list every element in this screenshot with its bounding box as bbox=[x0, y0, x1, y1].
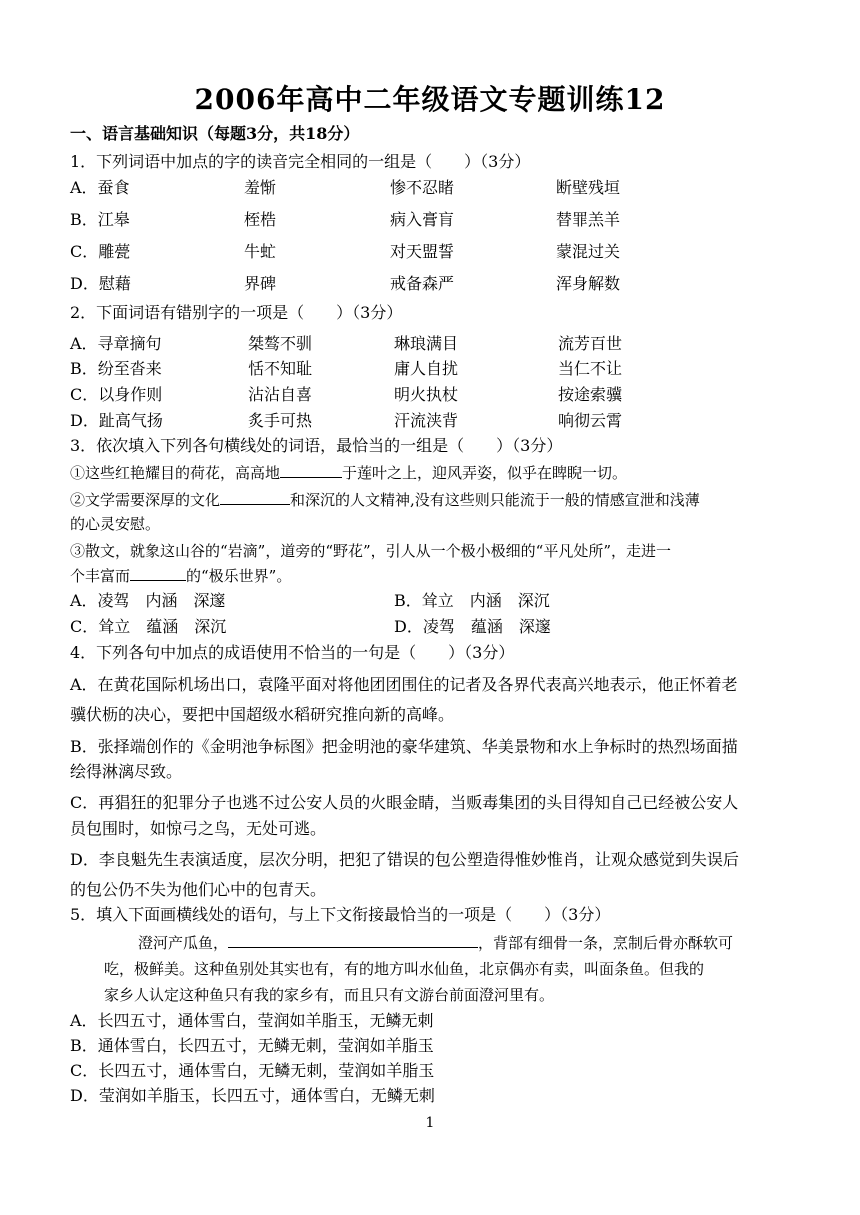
q2-b-3: 庸人自扰 bbox=[394, 359, 459, 378]
q4-option-d-line1: D．李良魁先生表演适度，层次分明，把犯了错误的包公塑造得惟妙惟肖，让观众感觉到失误后 bbox=[70, 850, 739, 869]
q2-stem: 2．下面词语有错别字的一项是（ ）（3分） bbox=[70, 303, 403, 322]
q3-sentence-3-end bbox=[70, 566, 291, 586]
q3-stem: 3．依次填入下列各句横线处的词语，最恰当的一组是（ ）（3分） bbox=[70, 436, 563, 455]
q4-option-c-line1: C．再猖狂的犯罪分子也逃不过公安人员的火眼金睛，当贩毒集团的头目得知自己已经被公安人 bbox=[70, 793, 739, 812]
q3-s1-part-a: ①这些红艳耀目的荷花，高高地 bbox=[70, 464, 281, 482]
q1-a-3: 惨不忍睹 bbox=[390, 178, 455, 197]
q4-option-a-line2: 骥伏枥的决心，要把中国超级水稻研究推向新的高峰。 bbox=[70, 705, 455, 724]
q5-option-b: B．通体雪白，长四五寸，无鳞无刺，莹润如羊脂玉 bbox=[70, 1036, 434, 1055]
q3-blank-1 bbox=[280, 463, 342, 478]
q5-passage-line2: 吃，极鲜美。这种鱼别处其实也有，有的地方叫水仙鱼，北京偶亦有卖，叫面条鱼。但我的 bbox=[104, 960, 705, 978]
q2-b-2: 恬不知耻 bbox=[248, 359, 313, 378]
page-number: 1 bbox=[425, 1115, 435, 1131]
q2-c-3: 明火执杖 bbox=[394, 385, 459, 404]
q1-d-1: D．慰藉 bbox=[70, 274, 131, 293]
q4-option-d-line2: 的包公仍不失为他们心中的包青天。 bbox=[70, 880, 327, 899]
q4-option-a-line1: A．在黄花国际机场出口，袁隆平面对将他团团围住的记者及各界代表高兴地表示，他正怀着老 bbox=[70, 675, 738, 694]
q3-sentence-2 bbox=[70, 490, 700, 510]
q5-blank bbox=[228, 933, 478, 948]
page-title: 2006年高中二年级语文专题训练12 bbox=[194, 83, 666, 116]
q3-blank-3 bbox=[130, 566, 186, 581]
q1-b-3: 病入膏肓 bbox=[390, 210, 455, 229]
q1-c-2: 牛虻 bbox=[244, 242, 277, 261]
q3-s2-part-b: 和深沉的人文精神,没有这些则只能流于一般的情感宣泄和浅薄 bbox=[290, 491, 700, 509]
q5-option-c: C．长四五寸，通体雪白，无鳞无刺，莹润如羊脂玉 bbox=[70, 1061, 435, 1080]
q1-a-4: 断壁残垣 bbox=[556, 178, 621, 197]
q3-option-a: A．凌驾 内涵 深邃 bbox=[70, 591, 226, 610]
q1-d-2: 界碑 bbox=[244, 274, 277, 293]
q1-stem: 1．下列词语中加点的字的读音完全相同的一组是（ ）（3分） bbox=[70, 152, 531, 171]
q5-option-d: D．莹润如羊脂玉，长四五寸，通体雪白，无鳞无刺 bbox=[70, 1086, 435, 1105]
q3-blank-2 bbox=[220, 490, 290, 505]
q4-stem: 4．下列各句中加点的成语使用不恰当的一句是（ ）（3分） bbox=[70, 643, 515, 662]
q5-passage-cont: ，背部有细骨一条，烹制后骨亦酥软可 bbox=[478, 934, 734, 952]
q1-c-4: 蒙混过关 bbox=[556, 242, 621, 261]
q3-s1-part-b: 于莲叶之上，迎风弄姿，似乎在睥睨一切。 bbox=[342, 464, 628, 482]
q3-option-b: B．耸立 内涵 深沉 bbox=[394, 591, 550, 610]
q3-option-c: C．耸立 蕴涵 深沉 bbox=[70, 617, 227, 636]
q2-d-4: 响彻云霄 bbox=[558, 411, 623, 430]
q2-c-2: 沾沾自喜 bbox=[248, 385, 313, 404]
q1-d-4: 浑身解数 bbox=[556, 274, 621, 293]
q5-passage-line1 bbox=[138, 933, 733, 953]
q1-a-1: A．蚕食 bbox=[70, 178, 130, 197]
section-heading: 一、语言基础知识（每题3分，共18分） bbox=[70, 124, 360, 143]
q3-s3-part-c: 的“极乐世界”。 bbox=[186, 567, 292, 585]
q3-s3-part-a: ③散文，就象这山谷的“岩滴”，道旁的“野花”，引人从一个极小极细的“平凡处所”，走进一 bbox=[70, 542, 672, 560]
q1-c-1: C．雕甍 bbox=[70, 242, 131, 261]
q1-b-1: B．江皋 bbox=[70, 210, 130, 229]
q3-sentence-1 bbox=[70, 463, 627, 483]
q1-d-3: 戒备森严 bbox=[390, 274, 455, 293]
q2-d-3: 汗流浃背 bbox=[394, 411, 459, 430]
q2-a-2: 桀骜不驯 bbox=[248, 334, 313, 353]
q1-c-3: 对天盟誓 bbox=[390, 242, 455, 261]
q2-a-1: A．寻章摘句 bbox=[70, 334, 162, 353]
q4-option-b-line1: B．张择端创作的《金明池争标图》把金明池的豪华建筑、华美景物和水上争标时的热烈场面描 bbox=[70, 737, 738, 756]
q4-option-b-line2: 绘得淋漓尽致。 bbox=[70, 762, 183, 781]
q1-a-2: 羞惭 bbox=[244, 178, 277, 197]
q1-b-2: 桎梏 bbox=[244, 210, 277, 229]
q3-s2-part-a: ②文学需要深厚的文化 bbox=[70, 491, 221, 509]
q2-a-4: 流芳百世 bbox=[558, 334, 623, 353]
q1-b-4: 替罪羔羊 bbox=[556, 210, 621, 229]
q2-a-3: 琳琅满目 bbox=[394, 334, 459, 353]
q2-d-1: D．趾高气扬 bbox=[70, 411, 163, 430]
q3-option-d: D．凌驾 蕴涵 深邃 bbox=[394, 617, 551, 636]
q2-c-1: C．以身作则 bbox=[70, 385, 163, 404]
q5-passage-start: 澄河产瓜鱼， bbox=[138, 934, 229, 952]
q3-s2-part-c: 的心灵安慰。 bbox=[70, 515, 161, 533]
q4-option-c-line2: 员包围时，如惊弓之鸟，无处可逃。 bbox=[70, 819, 327, 838]
q3-s3-part-b: 个丰富而 bbox=[70, 567, 131, 585]
q5-option-a: A．长四五寸，通体雪白，莹润如羊脂玉，无鳞无刺 bbox=[70, 1011, 434, 1030]
q2-c-4: 按途索骥 bbox=[558, 385, 623, 404]
q5-stem: 5．填入下面画横线处的语句，与上下文衔接最恰当的一项是（ ）（3分） bbox=[70, 905, 611, 924]
q2-d-2: 炙手可热 bbox=[248, 411, 313, 430]
q2-b-4: 当仁不让 bbox=[558, 359, 623, 378]
q2-b-1: B．纷至沓来 bbox=[70, 359, 162, 378]
q5-passage-line3: 家乡人认定这种鱼只有我的家乡有，而且只有文游台前面澄河里有。 bbox=[104, 986, 555, 1004]
